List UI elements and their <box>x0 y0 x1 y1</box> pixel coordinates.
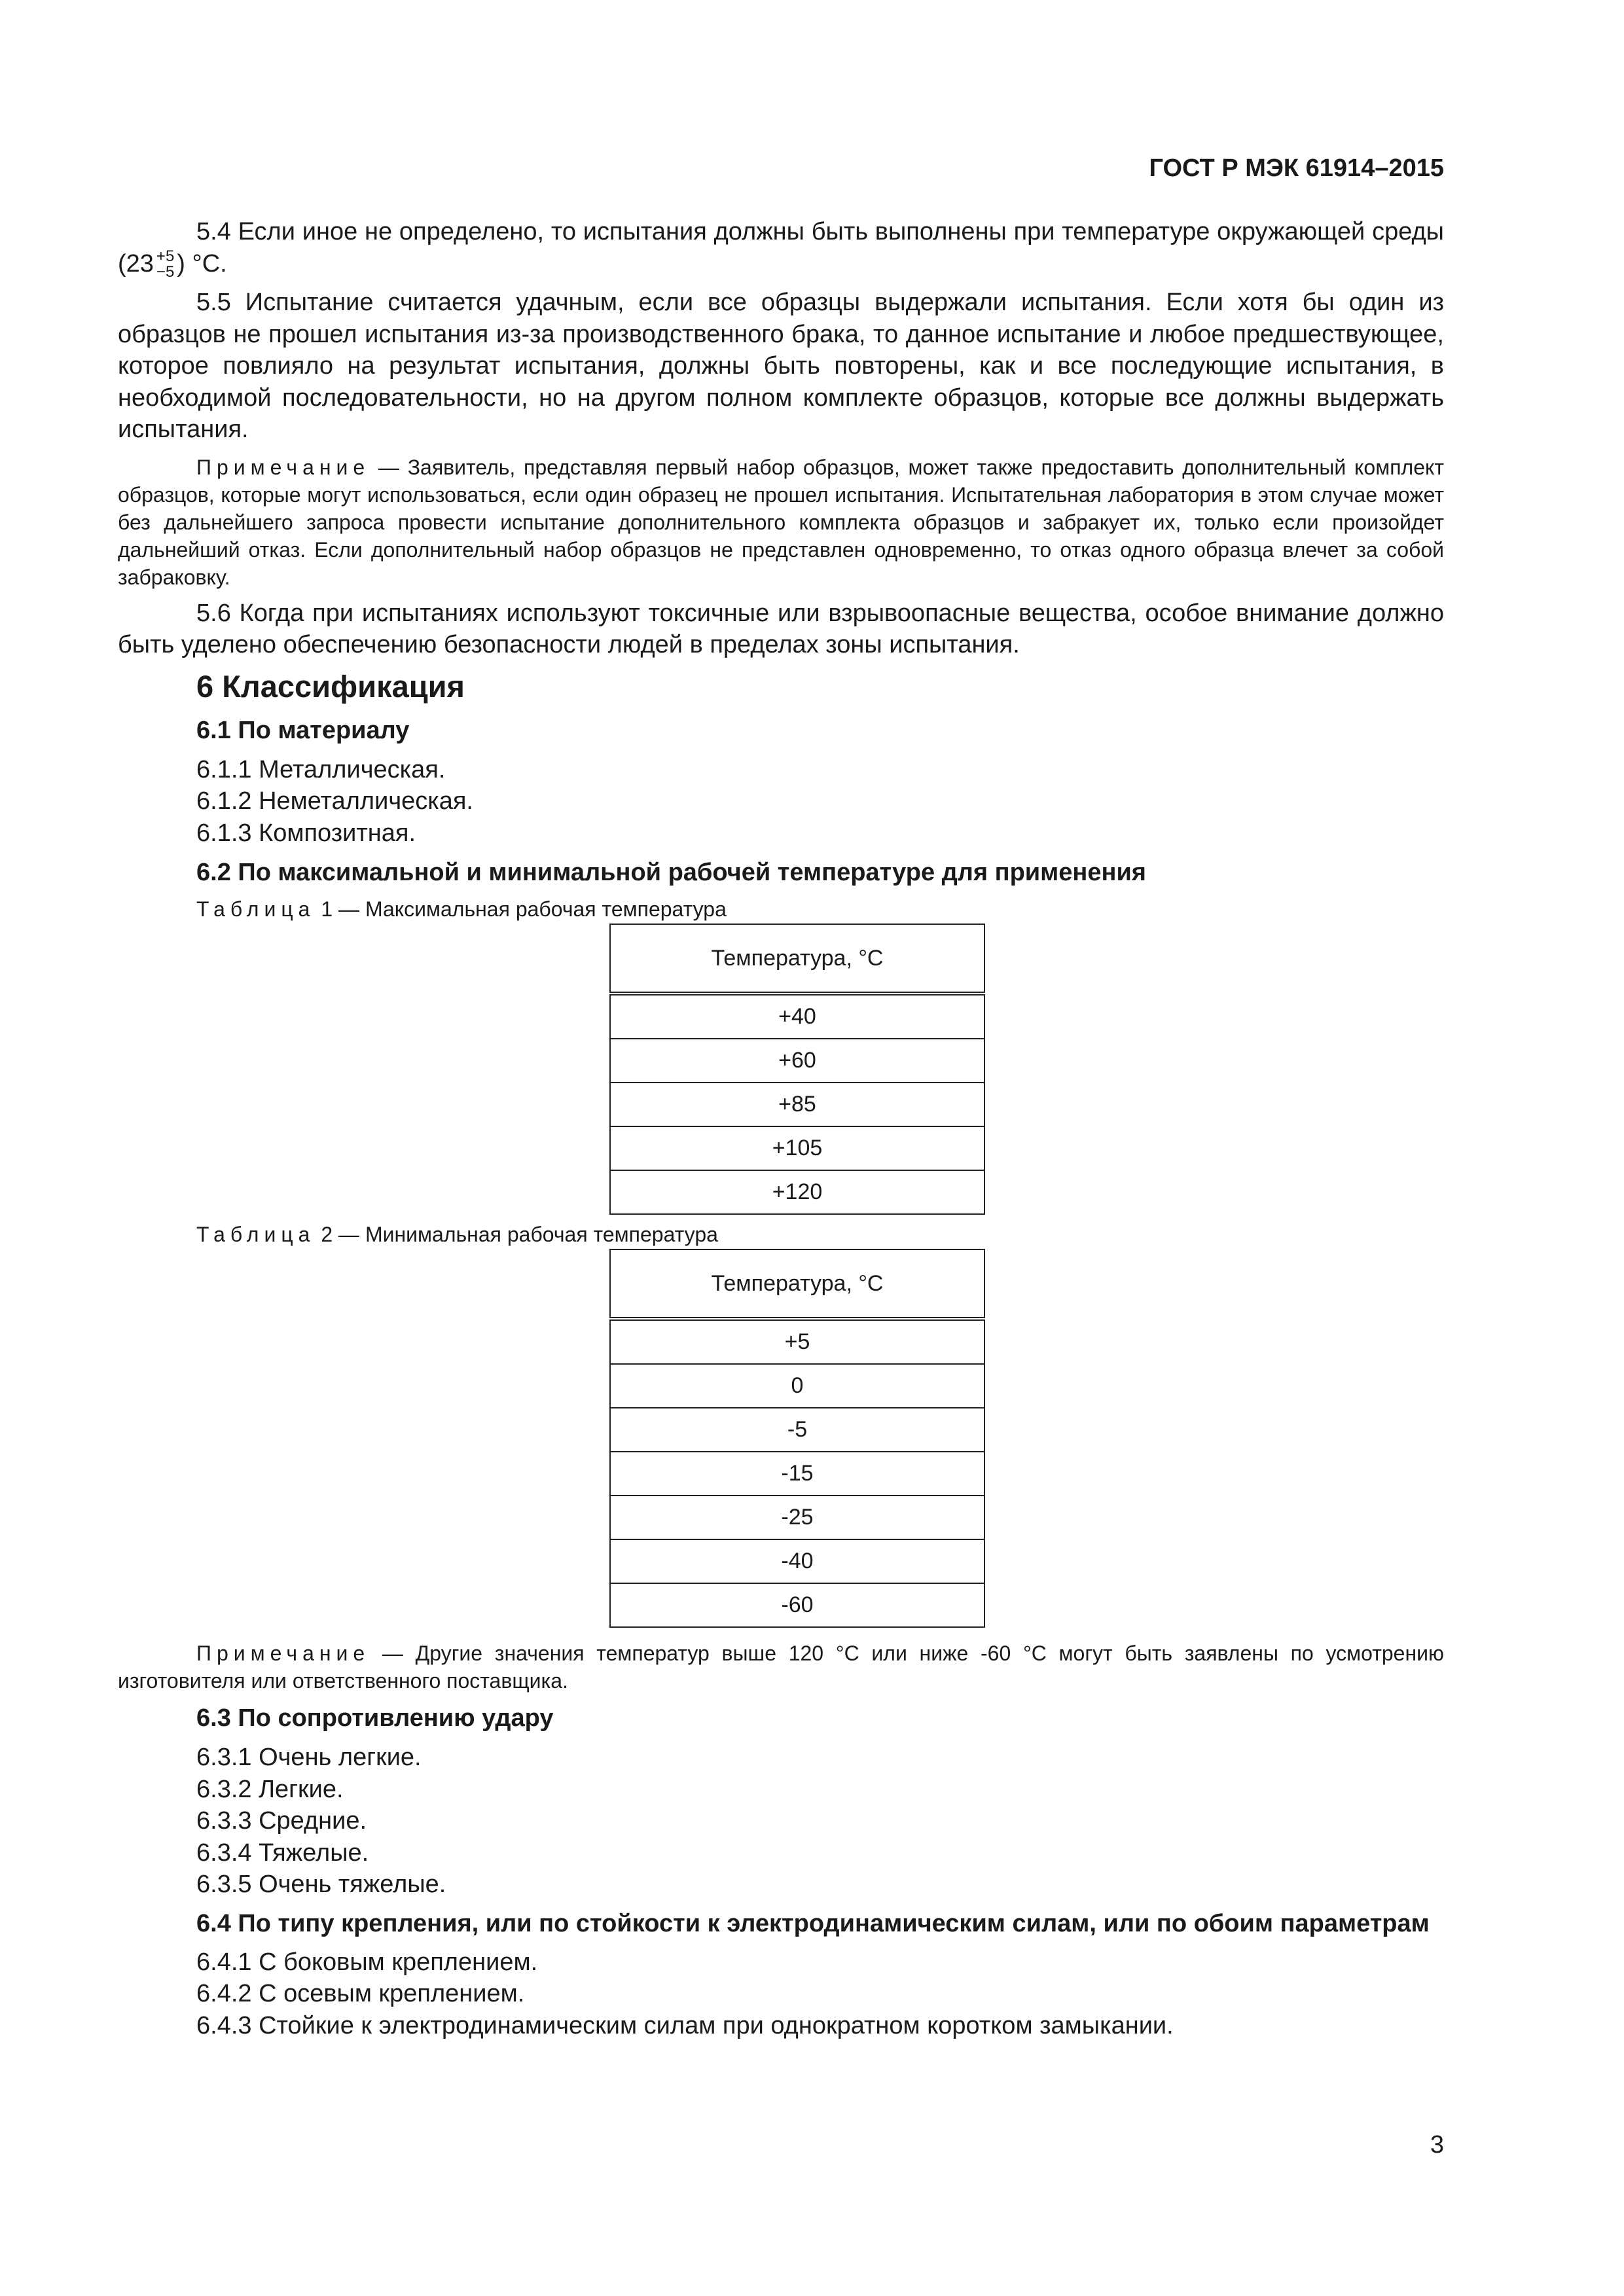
table-row: +85 <box>610 1083 984 1126</box>
note-text: — Заявитель, представляя первый набор образцов, может также предоставить дополнительный комплект образцов, которые могут использоваться, если один образец не прошел испытания. Испытательная лаборатория в этом случае может без дальнейшего запроса провести испытание дополнительного комплекта образцов и забракует их, только если произойдет дальнейший отказ. Если дополнительный набор образцов не представлен одновременно, то отказ одного образца влечет за собой забраковку. <box>118 455 1444 589</box>
note-1 <box>118 454 1444 591</box>
paragraph-5-4: 5.4 Если иное не определено, то испытания должны быть выполнены при температуре окружающей среды (23 +5 −5 ) °С. <box>118 218 1444 281</box>
table-header: Температура, °С <box>610 1249 984 1319</box>
table-1 <box>609 924 985 1215</box>
subsection-heading-6-3: 6.3 По сопротивлению удару <box>196 1704 554 1732</box>
subsection-heading-6-1: 6.1 По материалу <box>196 716 410 744</box>
list-item: 6.1.2 Неметаллическая. <box>196 787 473 816</box>
document-body <box>118 216 1444 2041</box>
subsection-heading-6-4: 6.4 По типу крепления, или по стойкости к электродинамическим силам, или по обоим параметрам <box>196 1909 1430 1937</box>
subsection-heading-6-2: 6.2 По максимальной и минимальной рабочей температуре для применения <box>196 859 1146 887</box>
list-6-3 <box>118 1742 1444 1901</box>
table-row: +40 <box>610 994 984 1039</box>
note-label: Примечание <box>196 1641 370 1666</box>
table-2 <box>609 1249 985 1628</box>
table-header: Температура, °С <box>610 924 984 994</box>
table-row: -25 <box>610 1496 984 1539</box>
table-row: -40 <box>610 1539 984 1583</box>
section-heading-6: 6 Классификация <box>196 668 465 704</box>
list-item: 6.1.1 Металлическая. <box>196 755 446 783</box>
list-item: 6.3.4 Тяжелые. <box>196 1839 369 1867</box>
paragraph-5-6: 5.6 Когда при испытаниях используют токсичные или взрывоопасные вещества, особое внимание должно быть уделено обеспечению безопасности людей в пределах зоны испытания. <box>118 599 1444 659</box>
paragraph-5-5: 5.5 Испытание считается удачным, если все образцы выдержали испытания. Если хотя бы один из образцов не прошел испытания из-за производственного брака, то данное испытание и любое предшествующее, которое повлияло на результат испытания, должны быть повторены, как и все последующие испытания, в необходимой последовательности, но на другом полном комплекте образцов, которые все должны выдержать испытания. <box>118 289 1444 444</box>
list-item: 6.3.5 Очень тяжелые. <box>196 1871 446 1899</box>
list-item: 6.3.2 Легкие. <box>196 1775 344 1803</box>
document-page <box>118 0 1444 2296</box>
list-6-4 <box>118 1946 1444 2042</box>
note-label: Примечание <box>196 455 370 479</box>
note-2 <box>118 1640 1444 1695</box>
table-row: +60 <box>610 1039 984 1083</box>
note-text: — Другие значения температур выше 120 °С или ниже -60 °С могут быть заявлены по усмотрению изготовителя или ответственного поставщика. <box>118 1641 1444 1693</box>
tolerance: +5 −5 <box>156 247 175 281</box>
page-number: 3 <box>1430 2131 1444 2159</box>
table-row: -15 <box>610 1452 984 1496</box>
list-item: 6.3.3 Средние. <box>196 1807 367 1835</box>
table-row: +105 <box>610 1126 984 1170</box>
list-item: 6.4.1 С боковым креплением. <box>196 1948 538 1976</box>
table-row: 0 <box>610 1364 984 1408</box>
list-item: 6.1.3 Композитная. <box>196 819 416 847</box>
list-item: 6.3.1 Очень легкие. <box>196 1744 422 1772</box>
document-header: ГОСТ Р МЭК 61914–2015 <box>1149 154 1444 182</box>
list-item: 6.4.3 Стойкие к электродинамическим силам при однократном коротком замыкании. <box>196 2011 1174 2039</box>
list-6-1 <box>118 754 1444 850</box>
table-row: -60 <box>610 1583 984 1627</box>
table-row: +120 <box>610 1170 984 1214</box>
list-item: 6.4.2 С осевым креплением. <box>196 1980 525 2008</box>
table-2-caption: Таблица 2 — Минимальная рабочая температура <box>196 1223 718 1247</box>
table-row: +5 <box>610 1319 984 1364</box>
table-1-caption: Таблица 1 — Максимальная рабочая температура <box>196 897 727 922</box>
table-row: -5 <box>610 1408 984 1452</box>
